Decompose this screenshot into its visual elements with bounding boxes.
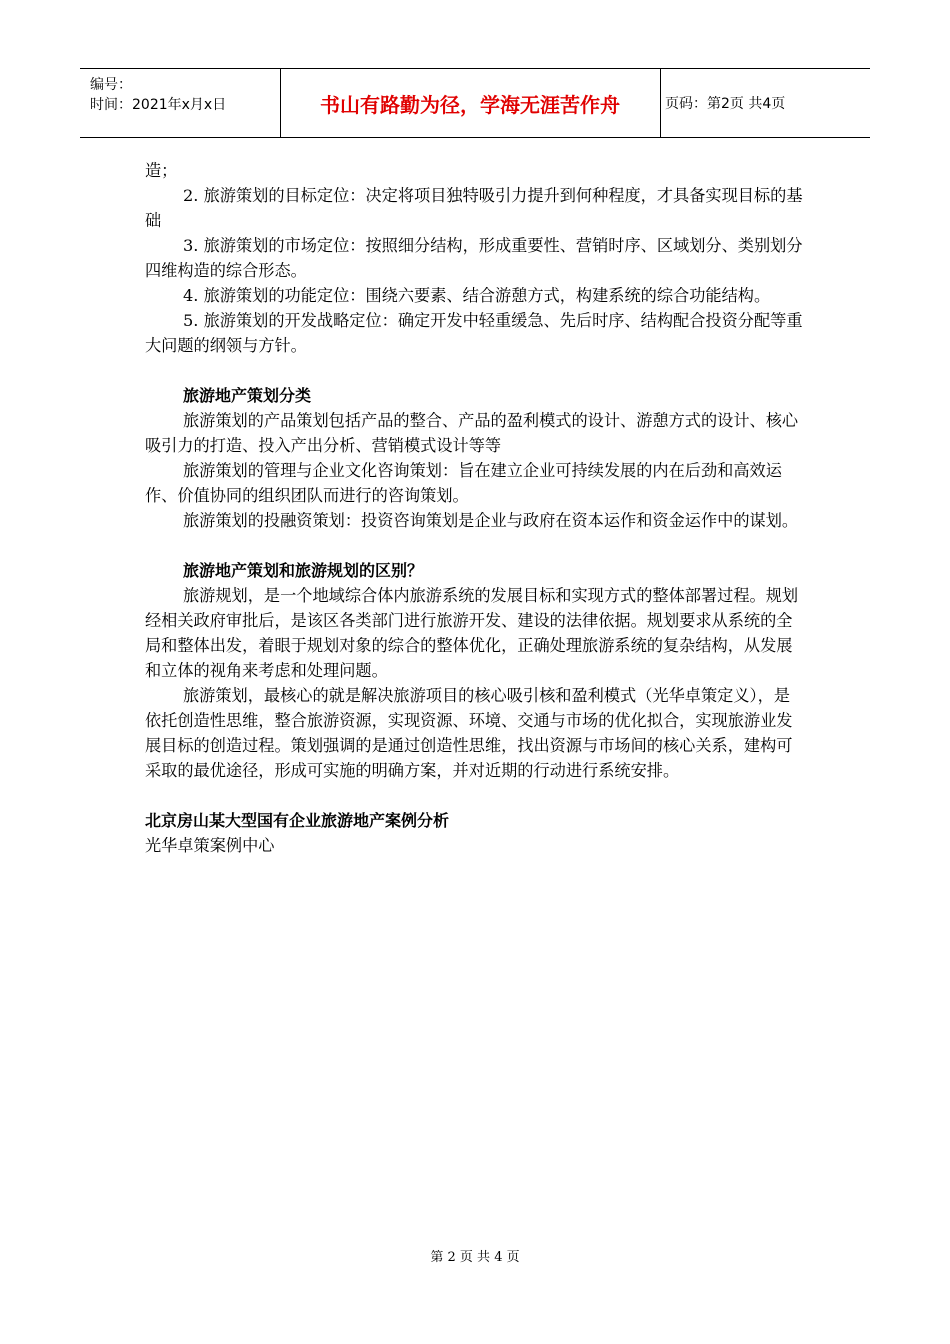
paragraph: 2. 旅游策划的目标定位：决定将项目独特吸引力提升到何种程度，才具备实现目标的基础 <box>145 186 803 230</box>
section-heading: 旅游地产策划和旅游规划的区别？ <box>183 561 424 580</box>
document-body <box>145 158 805 858</box>
paragraph: 旅游策划的投融资策划：投资咨询策划是企业与政府在资本运作和资金运作中的谋划。 <box>183 511 799 530</box>
page-header <box>80 68 870 138</box>
header-page-label: 页码：第2页 共4页 <box>665 96 786 112</box>
paragraph: 旅游策划的产品策划包括产品的整合、产品的盈利模式的设计、游憩方式的设计、核心吸引力的打造、投入产出分析、营销模式设计等等 <box>145 411 799 455</box>
date-label: 时间：2021年x月x日 <box>90 97 227 113</box>
page-footer: 第 2 页 共 4 页 <box>430 1250 520 1265</box>
paragraph: 光华卓策案例中心 <box>145 836 275 855</box>
paragraph: 造； <box>145 161 178 180</box>
paragraph: 5. 旅游策划的开发战略定位：确定开发中轻重缓急、先后时序、结构配合投资分配等重大问题的纲领与方针。 <box>145 311 803 355</box>
header-meta <box>90 75 226 115</box>
header-divider <box>660 69 661 137</box>
section-heading: 北京房山某大型国有企业旅游地产案例分析 <box>145 811 450 830</box>
paragraph: 4. 旅游策划的功能定位：围绕六要素、结合游憩方式，构建系统的综合功能结构。 <box>183 286 771 305</box>
number-label: 编号： <box>90 77 132 93</box>
paragraph: 旅游策划，最核心的就是解决旅游项目的核心吸引核和盈利模式（光华卓策定义），是依托创造性思维，整合旅游资源，实现资源、环境、交通与市场的优化拟合，实现旅游业发展目标的创造过程。策划强调的是通过创造性思维，找出资源与市场间的核心关系，建构可采取的最优途径，形成可实施的明确方案，并对近期的行动进行系统安排。 <box>145 686 793 780</box>
paragraph: 旅游策划的管理与企业文化咨询策划：旨在建立企业可持续发展的内在后劲和高效运作、价值协同的组织团队而进行的咨询策划。 <box>145 461 782 505</box>
paragraph: 3. 旅游策划的市场定位：按照细分结构，形成重要性、营销时序、区域划分、类别划分四维构造的综合形态。 <box>145 236 803 280</box>
paragraph: 旅游规划，是一个地域综合体内旅游系统的发展目标和实现方式的整体部署过程。规划经相关政府审批后，是该区各类部门进行旅游开发、建设的法律依据。规划要求从系统的全局和整体出发，着眼于规划对象的综合的整体优化，正确处理旅游系统的复杂结构，从发展和立体的视角来考虑和处理问题。 <box>145 586 799 680</box>
header-motto: 书山有路勤为径，学海无涯苦作舟 <box>320 92 620 117</box>
section-heading: 旅游地产策划分类 <box>183 386 312 405</box>
